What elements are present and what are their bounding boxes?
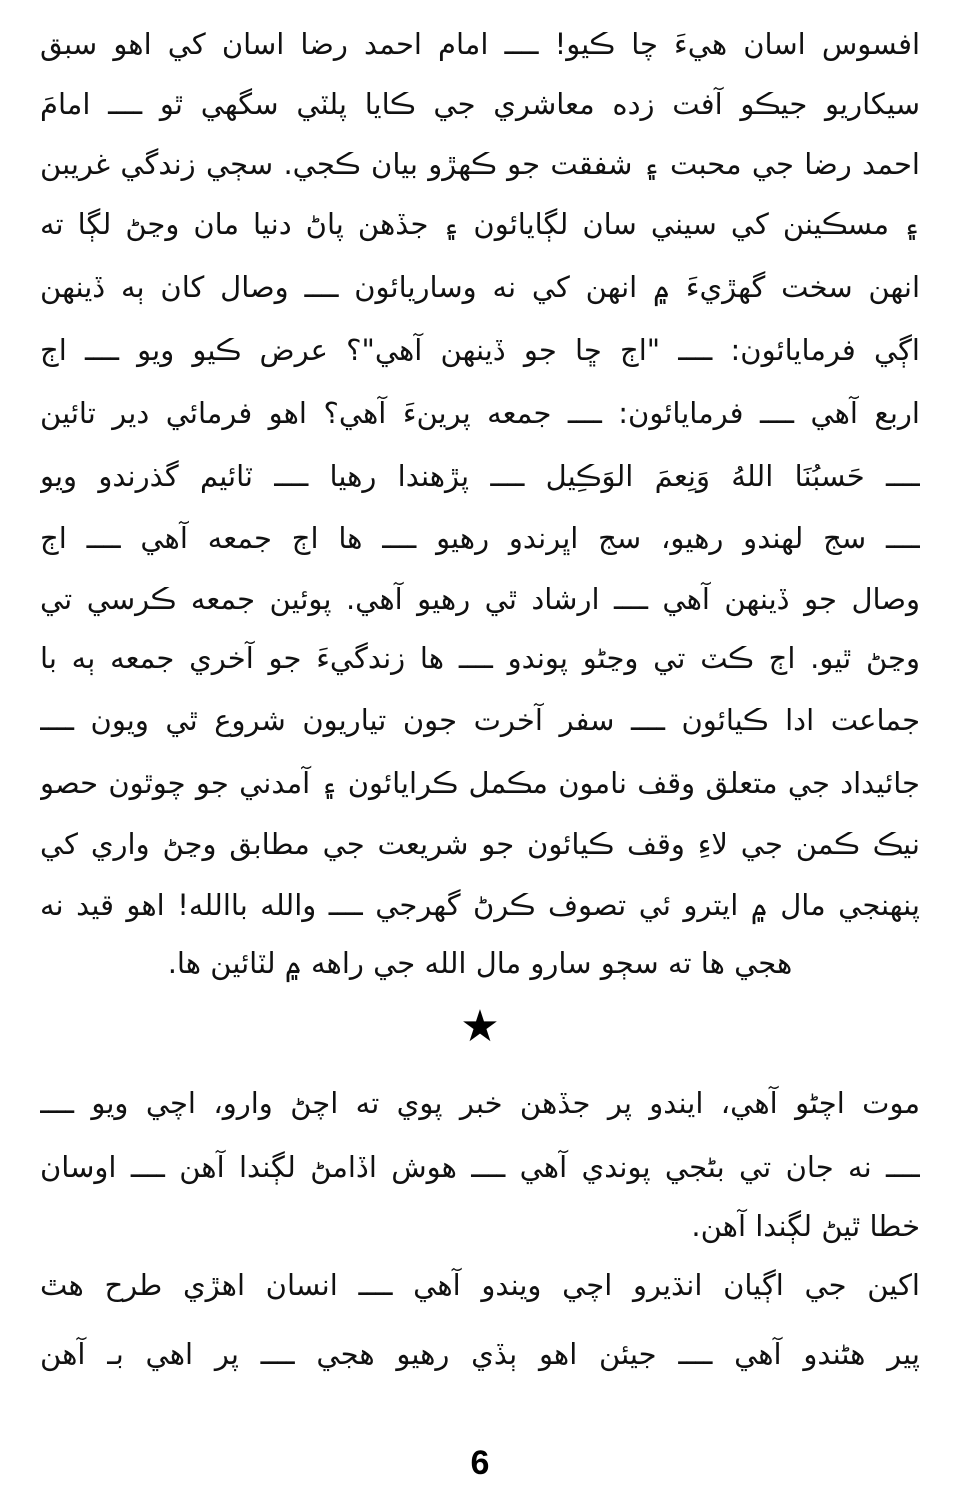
section-separator-star-icon: ★ xyxy=(460,1001,500,1052)
text-line: جائيداد جي متعلق وقف نامون مڪمل ڪرايائون ۽ آمدني جو چوٿون حصو xyxy=(40,766,920,800)
text-line: اڳي فرمايائون: ــــ "اڄ ڇا جو ڏينهن آهي"؟ عرض ڪيو ويو ــــ اڄ xyxy=(40,333,920,367)
text-line-paragraph-end: هجي ها ته سڄو سارو مال الله جي راهه ۾ لٽائين ها. xyxy=(167,946,793,980)
text-line: نيڪ ڪمن جي لاءِ وقف ڪيائون جو شريعت جي مطابق وڃڻ واري کي xyxy=(40,827,920,861)
text-line: وصال جو ڏينهن آهي ــــ ارشاد ٿي رهيو آهي. پوئين جمعه ڪرسي تي xyxy=(40,582,920,616)
text-line: سيکاريو جيڪو آفت زده معاشري جي ڪايا پلٽي سگهي ٿو ــــ امامَ xyxy=(40,87,920,121)
text-line-paragraph-end: خطا ٿيڻ لڳندا آهن. xyxy=(691,1209,920,1243)
text-line: موت اچڻو آهي، ايندو پر جڏهن خبر پوي ته اچڻ وارو، اچي ويو ــــ xyxy=(40,1086,920,1120)
text-line: ــــ حَسبُنَا اللهُ وَنِعمَ الوَڪِيل ــــ پڙهندا رهيا ــــ ٽائيم گذرندو ويو xyxy=(40,459,920,493)
text-line: احمد رضا جي محبت ۽ شفقت جو ڪهڙو بيان ڪجي. سڄي زندگي غريبن xyxy=(40,147,920,181)
page-number: 6 xyxy=(470,1444,490,1482)
text-line: اربع آهي ــــ فرمايائون: ــــ جمعه پرينءَ آهي؟ اهو فرمائي دير تائين xyxy=(40,396,920,430)
text-line: ــــ نه جان تي بڻجي پوندي آهي ــــ هوش اڏامڻ لڳندا آهن ــــ اوسان xyxy=(40,1150,920,1184)
text-line: وڃڻ ٿيو. اڄ ڪٽ تي وڃڻو پوندو ــــ ها زندگيءَ جو آخري جمعه ٻه با xyxy=(40,641,920,675)
text-line: ــــ سج لهندو رهيو، سج اڀرندو رهيو ــــ ها اڄ جمعه آهي ــــ اڄ xyxy=(40,521,920,555)
text-line: ۽ مسڪينن کي سيني سان لڳايائون ۽ جڏهن پاڻ دنيا مان وڃڻ لڳا ته xyxy=(40,207,920,241)
text-line: پير هڻندو آهي ــــ جيئن اهو ٻڏي رهيو هجي ــــ پر اهي بـ آهن xyxy=(40,1337,920,1371)
text-line: افسوس اسان هيءَ چا ڪيو! ــــ امام احمد رضا اسان کي اهو سبق xyxy=(40,27,920,61)
text-line: انهن سخت گهڙيءَ ۾ انهن کي نه وساريائون ــــ وصال کان ٻه ڏينهن xyxy=(40,270,920,304)
text-line: جماعت ادا ڪيائون ــــ سفر آخرت جون تياريون شروع ٿي ويون ــــ xyxy=(40,703,920,737)
text-line: اکين جي اڳيان انڌيرو اچي ويندو آهي ــــ انسان اهڙي طرح هٿ xyxy=(40,1268,920,1302)
text-line: پنهنجي مال ۾ ايترو ئي تصوف ڪرڻ گهرجي ــــ والله باالله! اهو قيد نه xyxy=(40,888,920,922)
